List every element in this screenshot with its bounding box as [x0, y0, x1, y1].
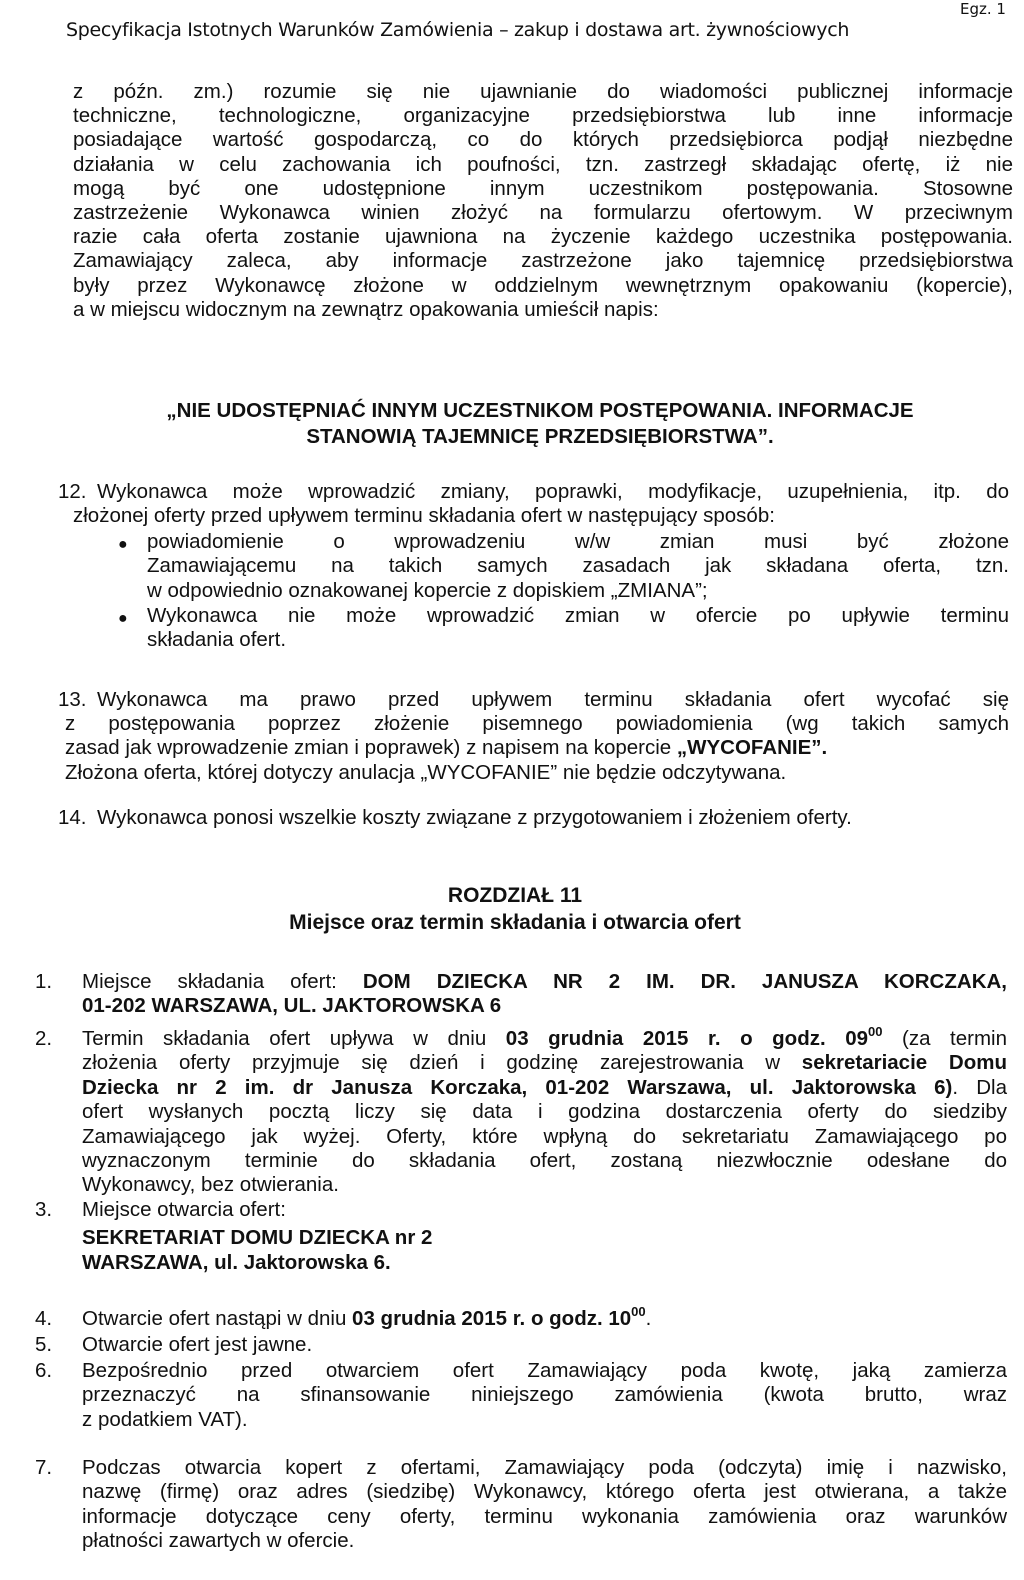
item-text-line: SEKRETARIAT DOMU DZIECKA nr 2: [82, 1226, 433, 1250]
item-number: 14.: [58, 806, 87, 829]
item-text-line: składania ofert.: [147, 628, 287, 652]
bullet-icon: ●: [118, 610, 128, 627]
paragraph-line: z późn. zm.) rozumie się nie ujawnianie do wiadomości publicznej informacje: [73, 80, 1013, 103]
paragraph-line: zastrzeżenie Wykonawca winien złożyć na formularzu ofertowym. W przeciwnym: [73, 201, 1013, 225]
paragraph-line: działania w celu zachowania ich poufności, tzn. zastrzegł składając ofertę, iż nie: [73, 152, 1013, 176]
notice-line: STANOWIĄ TAJEMNICĘ PRZEDSIĘBIORSTWA”.: [306, 425, 774, 448]
item-text-line: WARSZAWA, ul. Jaktorowska 6.: [82, 1250, 391, 1274]
item-text-line: 01-202 WARSZAWA, UL. JAKTOROWSKA 6: [82, 994, 502, 1018]
item-text-line: informacje dotyczące ceny oferty, terminu wykonania zamówienia oraz warunków: [82, 1504, 1007, 1528]
confidential-notice: [60, 398, 1020, 450]
item-number: 13.: [58, 688, 87, 711]
notice-line: „NIE UDOSTĘPNIAĆ INNYM UCZESTNIKOM POSTĘPOWANIA. INFORMACJE: [166, 399, 914, 422]
list-item-1: [0, 970, 1024, 1025]
paragraph-line: razie cała oferta zostanie ujawniona na życzenie każdego uczestnika postępowania.: [73, 225, 1013, 249]
item-number: 2.: [35, 1027, 53, 1050]
intro-paragraph: [73, 80, 1013, 322]
item-text-line: ofert wysłanych pocztą liczy się data i godzina dostarczenia oferty do siedziby: [82, 1100, 1007, 1124]
chapter-subtitle: Miejsce oraz termin składania i otwarcia ofert: [289, 911, 741, 934]
item-number: 6.: [35, 1359, 53, 1382]
paragraph-line: a w miejscu widocznym na zewnątrz opakowania umieścił napis:: [73, 297, 659, 321]
item-text-line: powiadomienie o wprowadzeniu w/w zmian musi być złożone: [147, 530, 1009, 553]
item-text-line: Zamawiającego jak wyżej. Oferty, które wpłyną do sekretariatu Zamawiającego po: [82, 1124, 1007, 1148]
item-text-line: Otwarcie ofert jest jawne.: [82, 1333, 313, 1356]
item-text-line: Dziecka nr 2 im. dr Janusza Korczaka, 01-202 Warszawa, ul. Jaktorowska 6). Dla: [82, 1075, 1007, 1099]
list-item-4: [0, 1304, 1024, 1335]
paragraph-line: były przez Wykonawcę złożone w oddzielnym wewnętrznym opakowaniu (kopercie),: [73, 273, 1013, 297]
item-text-line: w odpowiednio oznakowanej kopercie z dopiskiem „ZMIANA”;: [147, 578, 708, 602]
section-heading: [140, 882, 890, 936]
list-item-12: [0, 480, 1024, 690]
item-text-line: przeznaczyć na sfinansowanie niniejszego zamówienia (kwota brutto, wraz: [82, 1383, 1007, 1407]
item-text-line: Wykonawca ponosi wszelkie koszty związane z przygotowaniem i złożeniem oferty.: [97, 806, 852, 829]
copy-mark: Egz. 1: [960, 0, 1006, 18]
item-text-line: nazwę (firmę) oraz adres (siedzibę) Wykonawcy, którego oferta jest otwierana, a także: [82, 1480, 1007, 1504]
paragraph-line: techniczne, technologiczne, organizacyjne przedsiębiorstwa lub inne informacje: [73, 104, 1013, 128]
paragraph-line: mogą być one udostępnione innym uczestnikom postępowania. Stosowne: [73, 176, 1013, 200]
item-number: 1.: [35, 970, 53, 993]
item-text-line: Podczas otwarcia kopert z ofertami, Zamawiający poda (odczyta) imię i nazwisko,: [82, 1456, 1007, 1479]
item-text-line: Złożona oferta, której dotyczy anulacja „WYCOFANIE” nie będzie odczytywana.: [65, 760, 787, 784]
list-item-2: [0, 1024, 1024, 1207]
item-text-line: Miejsce składania ofert: DOM DZIECKA NR 2 IM. DR. JANUSZA KORCZAKA,: [82, 970, 1007, 993]
item-text-line: Zamawiającemu na takich samych zasadach jak składana oferta, tzn.: [147, 554, 1009, 578]
list-item-7: [0, 1456, 1024, 1566]
list-item-6: [0, 1359, 1024, 1439]
bullet-icon: ●: [118, 536, 128, 553]
item-text-line: z postępowania poprzez złożenie pisemnego powiadomienia (wg takich samych: [65, 712, 1009, 735]
item-text-line: Bezpośrednio przed otwarciem ofert Zamawiający poda kwotę, jaką zamierza: [82, 1359, 1007, 1382]
item-text-line: Wykonawca nie może wprowadzić zmian w ofercie po upływie terminu: [147, 604, 1009, 627]
item-text-line: złożenia oferty przyjmuje się dzień i godzinę zarejestrowania w sekretariacie Domu: [82, 1051, 1007, 1075]
list-item-14: [0, 806, 1024, 836]
item-text-line: Termin składania ofert upływa w dniu 03 grudnia 2015 r. o godz. $09^{00}$ (za termin: [82, 1024, 1008, 1050]
item-text-line: Wykonawca ma prawo przed upływem terminu składania ofert wycofać się: [97, 688, 1009, 711]
item-text-line: Miejsce otwarcia ofert:: [82, 1198, 286, 1221]
item-number: 12.: [58, 480, 87, 503]
paragraph-line: Zamawiający zaleca, aby informacje zastrzeżone jako tajemnicę przedsiębiorstwa: [73, 249, 1013, 273]
item-number: 3.: [35, 1198, 53, 1221]
item-text-line: wyznaczonym terminie do składania ofert, zostaną niezwłocznie odesłane do: [82, 1149, 1007, 1173]
item-text-line: płatności zawartych w ofercie.: [82, 1529, 355, 1553]
item-number: 5.: [35, 1333, 53, 1356]
item-text-line: złożonej oferty przed upływem terminu składania ofert w następujący sposób:: [73, 504, 775, 527]
list-item-13: [0, 688, 1024, 788]
item-text-line: zasad jak wprowadzenie zmian i poprawek) z napisem na kopercie „WYCOFANIE”.: [65, 736, 828, 760]
list-item-5: [0, 1333, 1024, 1361]
paragraph-line: posiadające wartość gospodarczą, co do których przedsiębiorca podjął niezbędne: [73, 128, 1013, 152]
chapter-title: ROZDZIAŁ 11: [447, 884, 583, 907]
item-text-line: Otwarcie ofert nastąpi w dniu 03 grudnia 2015 r. o godz. $10^{00}$.: [82, 1304, 652, 1330]
item-text-line: z podatkiem VAT).: [82, 1407, 248, 1431]
list-item-3: [0, 1198, 1024, 1278]
item-number: 7.: [35, 1456, 53, 1479]
item-number: 4.: [35, 1307, 53, 1330]
item-text-line: Wykonawca może wprowadzić zmiany, poprawki, modyfikacje, uzupełnienia, itp. do: [97, 480, 1009, 503]
page-header-title: Specyfikacja Istotnych Warunków Zamówienia – zakup i dostawa art. żywnościowych: [66, 19, 850, 41]
item-text-line: Wykonawcy, bez otwierania.: [82, 1173, 339, 1197]
